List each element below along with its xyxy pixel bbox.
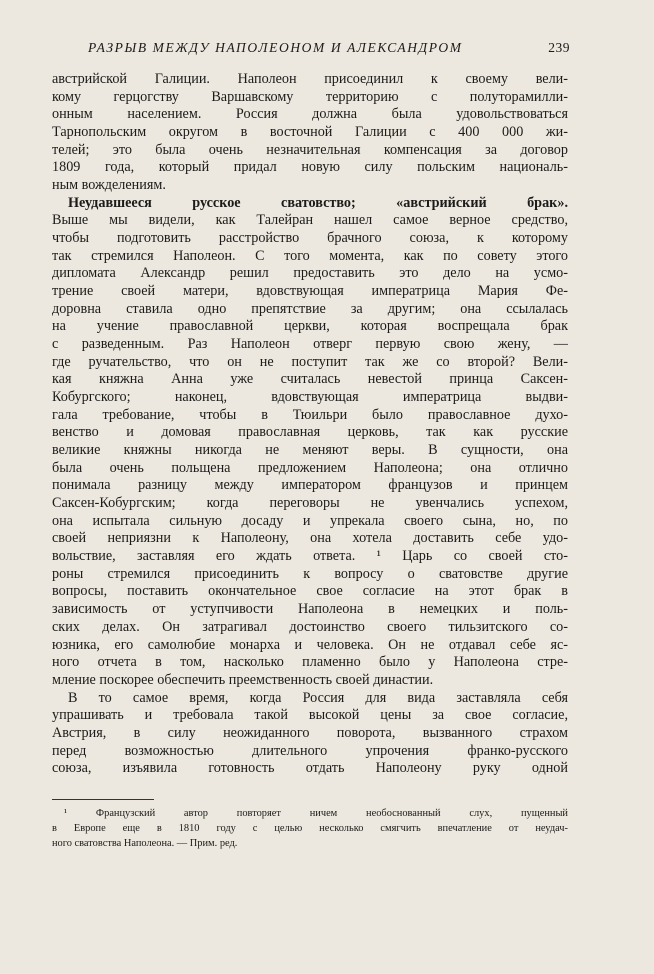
running-header (60, 40, 570, 60)
text-line: на учение православной церкви, которая воспрещала брак (52, 318, 568, 335)
footnote-line: в Европе еще в 1810 году с целью несколько смягчить впечатление от неудач- (52, 823, 568, 834)
text-line: доровна ставила одно препятствие за другим; она ссылалась (52, 300, 568, 317)
text-line: зависимость от уступчивости Наполеона в немецких и поль- (52, 601, 568, 618)
page-number: 239 (548, 40, 570, 55)
text-line: гала требование, чтобы в Тюильри было православное духо- (52, 406, 568, 423)
text-line: Австрия, в силу неожиданного поворота, вызванного страхом (52, 724, 568, 741)
running-title: РАЗРЫВ МЕЖДУ НАПОЛЕОНОМ И АЛЕКСАНДРОМ (88, 40, 463, 55)
text-line: своей неприязни к Наполеону, она хотела доставить себе удо- (52, 530, 568, 547)
footnote (52, 806, 568, 851)
text-line: ного отчета в том, насколько пламенно было у Наполеона стре- (52, 654, 568, 671)
text-line: с разведенным. Раз Наполеон отверг первую свою жену, — (52, 336, 568, 353)
text-line: перед возможностью длительного упрочения франко-русского (52, 742, 568, 759)
footnote-line: ного сватовства Наполеона. — Прим. ред. (52, 838, 238, 849)
text-line: ным вожделениям. (52, 177, 166, 194)
text-line: Тарнопольским округом в восточной Галиции с 400 000 жи- (52, 124, 568, 141)
main-text (52, 71, 568, 778)
text-line: чтобы подготовить расстройство брачного союза, к которому (52, 230, 568, 247)
text-line: великие княжны никогда не меняют веры. В сущности, она (52, 442, 568, 459)
text-line: кому герцогству Варшавскому территорию с полуторамилли- (52, 88, 568, 105)
text-line: она испытала сильную досаду и упрекала своего сына, но, по (52, 512, 568, 529)
text-line: ских делах. Он затрагивал достоинство своего тильзитского со- (52, 618, 568, 635)
text-line: упрашивать и требовала такой высокой цены за свое согласие, (52, 707, 568, 724)
text-line: 1809 года, который придал новую силу польским националь- (52, 159, 568, 176)
text-line: была очень польщена предложением Наполеона; она отлично (52, 459, 568, 476)
text-line: трение своей матери, вдовствующая императрица Мария Фе- (52, 283, 568, 300)
text-line: австрийской Галиции. Наполеон присоединил к своему вели- (52, 71, 568, 87)
text-line: юзника, его самолюбие монарха и человека. Он не отдавал себе яс- (52, 636, 568, 653)
text-line: дипломата Александр решил предоставить это дело на усмо- (52, 265, 568, 282)
section-heading: Неудавшееся русское сватовство; «австрийский брак». (68, 194, 568, 211)
text-line: мление поскорее обеспечить преемственность своей династии. (52, 671, 434, 688)
footnote-divider (52, 799, 154, 800)
text-line: В то самое время, когда Россия для вида заставляла себя (68, 689, 568, 706)
text-line: понимала разницу между императором французов и принцем (52, 477, 568, 494)
text-line: так стремился Наполеон. С того момента, как по совету этого (52, 247, 568, 264)
text-line: Кобургского; наконец, вдовствующая императрица выдви- (52, 389, 568, 406)
footnote-line: ¹ Французский автор повторяет ничем необоснованный слух, пущенный (64, 808, 568, 819)
text-line: телей; это была очень незначительная компенсация за договор (52, 141, 568, 158)
text-line: вопросы, поставить окончательное свое согласие на этот брак в (52, 583, 568, 600)
text-line: вольствие, заставляя его ждать ответа. ¹ Царь со своей сто- (52, 548, 568, 565)
text-line: где ручательство, что он не поступит так же со второй? Вели- (52, 353, 568, 370)
text-line: Саксен-Кобургским; когда переговоры не увенчались успехом, (52, 495, 568, 512)
text-line: венство и домовая православная церковь, так как русские (52, 424, 568, 441)
text-line: союза, изъявила готовность отдать Наполеону руку одной (52, 760, 568, 777)
text-line: кая княжна Анна уже считалась невестой принца Саксен- (52, 371, 568, 388)
text-line: онным населением. Россия должна была удовольствоваться (52, 106, 568, 123)
text-line: Выше мы видели, как Талейран нашел самое верное средство, (52, 212, 568, 229)
text-line: роны стремился присоединить к вопросу о сватовстве другие (52, 565, 568, 582)
